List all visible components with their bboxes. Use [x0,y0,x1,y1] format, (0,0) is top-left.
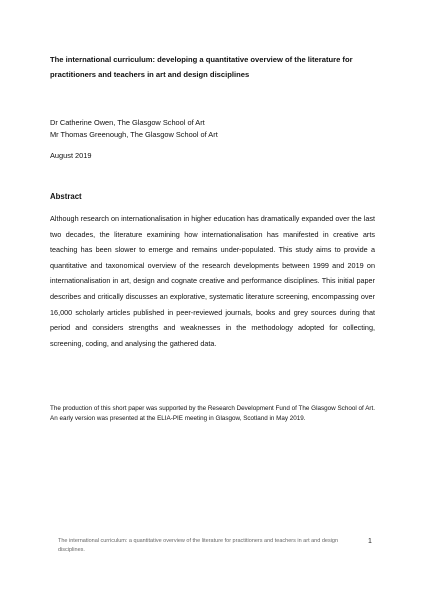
page-number: 1 [368,538,372,545]
author-list [50,117,380,141]
running-footer: The international curriculum: a quantitative overview of the literature for practitioners and teachers in art and design disciplines. [58,538,339,553]
paper-title: The international curriculum: developing a quantitative overview of the literature for practitioners and teachers in art and design disciplines [50,55,353,79]
funding-note: The production of this short paper was supported by the Research Development Fund of The Glasgow School of Art. An early version was presented at the ELIA-PIE meeting in Glasgow, Scotland in May 2019. [50,405,375,423]
publication-date: August 2019 [50,151,92,160]
abstract-text: Although research on internationalisation in higher education has dramatically expanded over the last two decades, the literature examining how internationalisation has manifested in creative arts teaching has been slower to emerge and remains under-populated. This study aims to provide a quantitative and taxonomical overview of the research developments between 1999 and 2019 on internationalisation in art, design and cognate creative and performance disciplines. This initial paper describes and critically discusses an explorative, systematic literature screening, encompassing over 16,000 scholarly articles published in peer-reviewed journals, books and grey sources during that period and considers strengths and weaknesses in the methodology adopted for collecting, screening, coding, and analysing the gathered data. [50,214,375,348]
author-2: Mr Thomas Greenough, The Glasgow School of Art [50,130,218,139]
abstract-heading: Abstract [50,192,82,201]
author-1: Dr Catherine Owen, The Glasgow School of Art [50,118,205,127]
